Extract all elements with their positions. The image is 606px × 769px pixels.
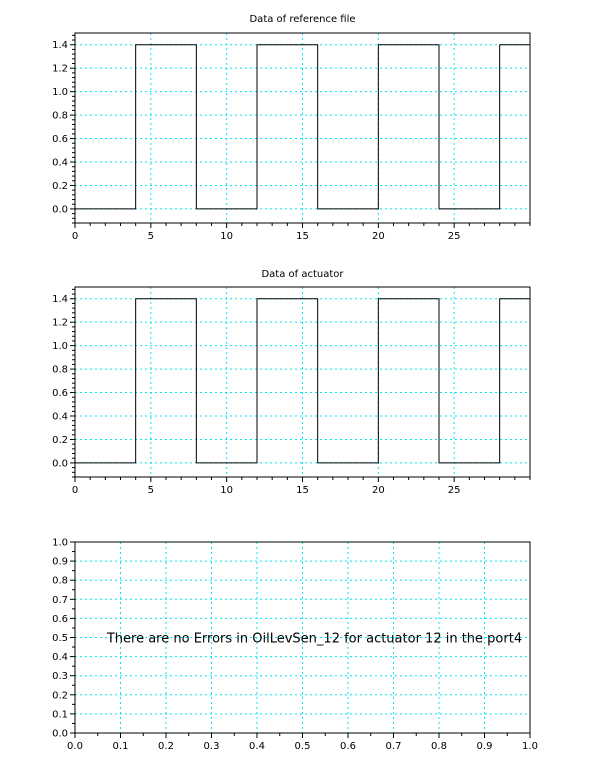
x-tick-label: 0 [71, 231, 79, 242]
error-report-annotation: There are no Errors in OilLevSen_12 for actuator 12 in the port4 [106, 631, 523, 647]
x-tick-label: 15 [296, 485, 309, 496]
y-tick-label: 0.4 [52, 411, 68, 423]
y-tick-label: 0.8 [52, 575, 68, 587]
y-tick-label: 0.8 [52, 110, 68, 122]
plot-error-report [52, 538, 538, 753]
y-tick-label: 0.0 [52, 728, 68, 740]
x-tick-label: 25 [447, 485, 461, 496]
x-tick-label: 1.0 [522, 741, 538, 752]
y-tick-label: 0.0 [52, 458, 68, 470]
x-tick-label: 0.8 [431, 741, 447, 752]
y-tick-label: 0.5 [52, 633, 68, 644]
y-tick-label: 0.0 [52, 204, 68, 216]
y-tick-label: 0.7 [52, 594, 68, 606]
y-tick-label: 0.8 [52, 364, 68, 376]
x-tick-label: 0.6 [340, 741, 356, 752]
y-tick-label: 1.0 [52, 537, 68, 549]
x-tick-label: 0.5 [294, 741, 311, 752]
y-tick-label: 0.1 [52, 709, 68, 721]
x-tick-label: 25 [447, 231, 461, 242]
x-tick-label: 10 [220, 231, 234, 242]
y-tick-label: 1.0 [52, 341, 68, 353]
x-tick-label: 20 [371, 485, 385, 496]
x-tick-label: 15 [296, 231, 309, 242]
x-tick-label: 5 [147, 485, 155, 496]
x-tick-label: 0.3 [203, 741, 220, 752]
plot-actuator [52, 269, 530, 496]
x-tick-label: 0.2 [158, 741, 174, 752]
x-tick-label: 20 [371, 231, 385, 242]
y-tick-label: 0.9 [52, 556, 68, 568]
x-tick-label: 0.7 [385, 741, 402, 752]
chart-title: Data of actuator [261, 269, 344, 280]
x-tick-label: 5 [147, 231, 155, 242]
y-tick-label: 1.4 [52, 294, 68, 306]
y-tick-label: 1.0 [52, 87, 68, 99]
y-tick-label: 0.6 [52, 613, 68, 625]
y-tick-label: 0.2 [52, 434, 68, 446]
x-tick-label: 0 [71, 485, 79, 496]
y-tick-label: 0.4 [52, 652, 68, 664]
x-tick-label: 0.1 [112, 741, 129, 752]
y-tick-label: 0.3 [52, 671, 68, 683]
x-tick-label: 0.4 [249, 741, 265, 752]
x-tick-label: 10 [220, 485, 234, 496]
y-tick-label: 0.4 [52, 157, 68, 169]
y-tick-label: 0.6 [52, 388, 68, 400]
y-tick-label: 0.6 [52, 134, 68, 146]
y-tick-label: 1.2 [52, 63, 68, 75]
y-tick-label: 1.4 [52, 40, 68, 52]
y-tick-label: 0.2 [52, 180, 68, 192]
y-tick-label: 1.2 [52, 317, 68, 329]
plot-reference-file [52, 14, 530, 242]
x-tick-label: 0.0 [67, 741, 83, 752]
y-tick-label: 0.2 [52, 690, 68, 702]
x-tick-label: 0.9 [476, 741, 493, 752]
chart-title: Data of reference file [249, 14, 356, 25]
